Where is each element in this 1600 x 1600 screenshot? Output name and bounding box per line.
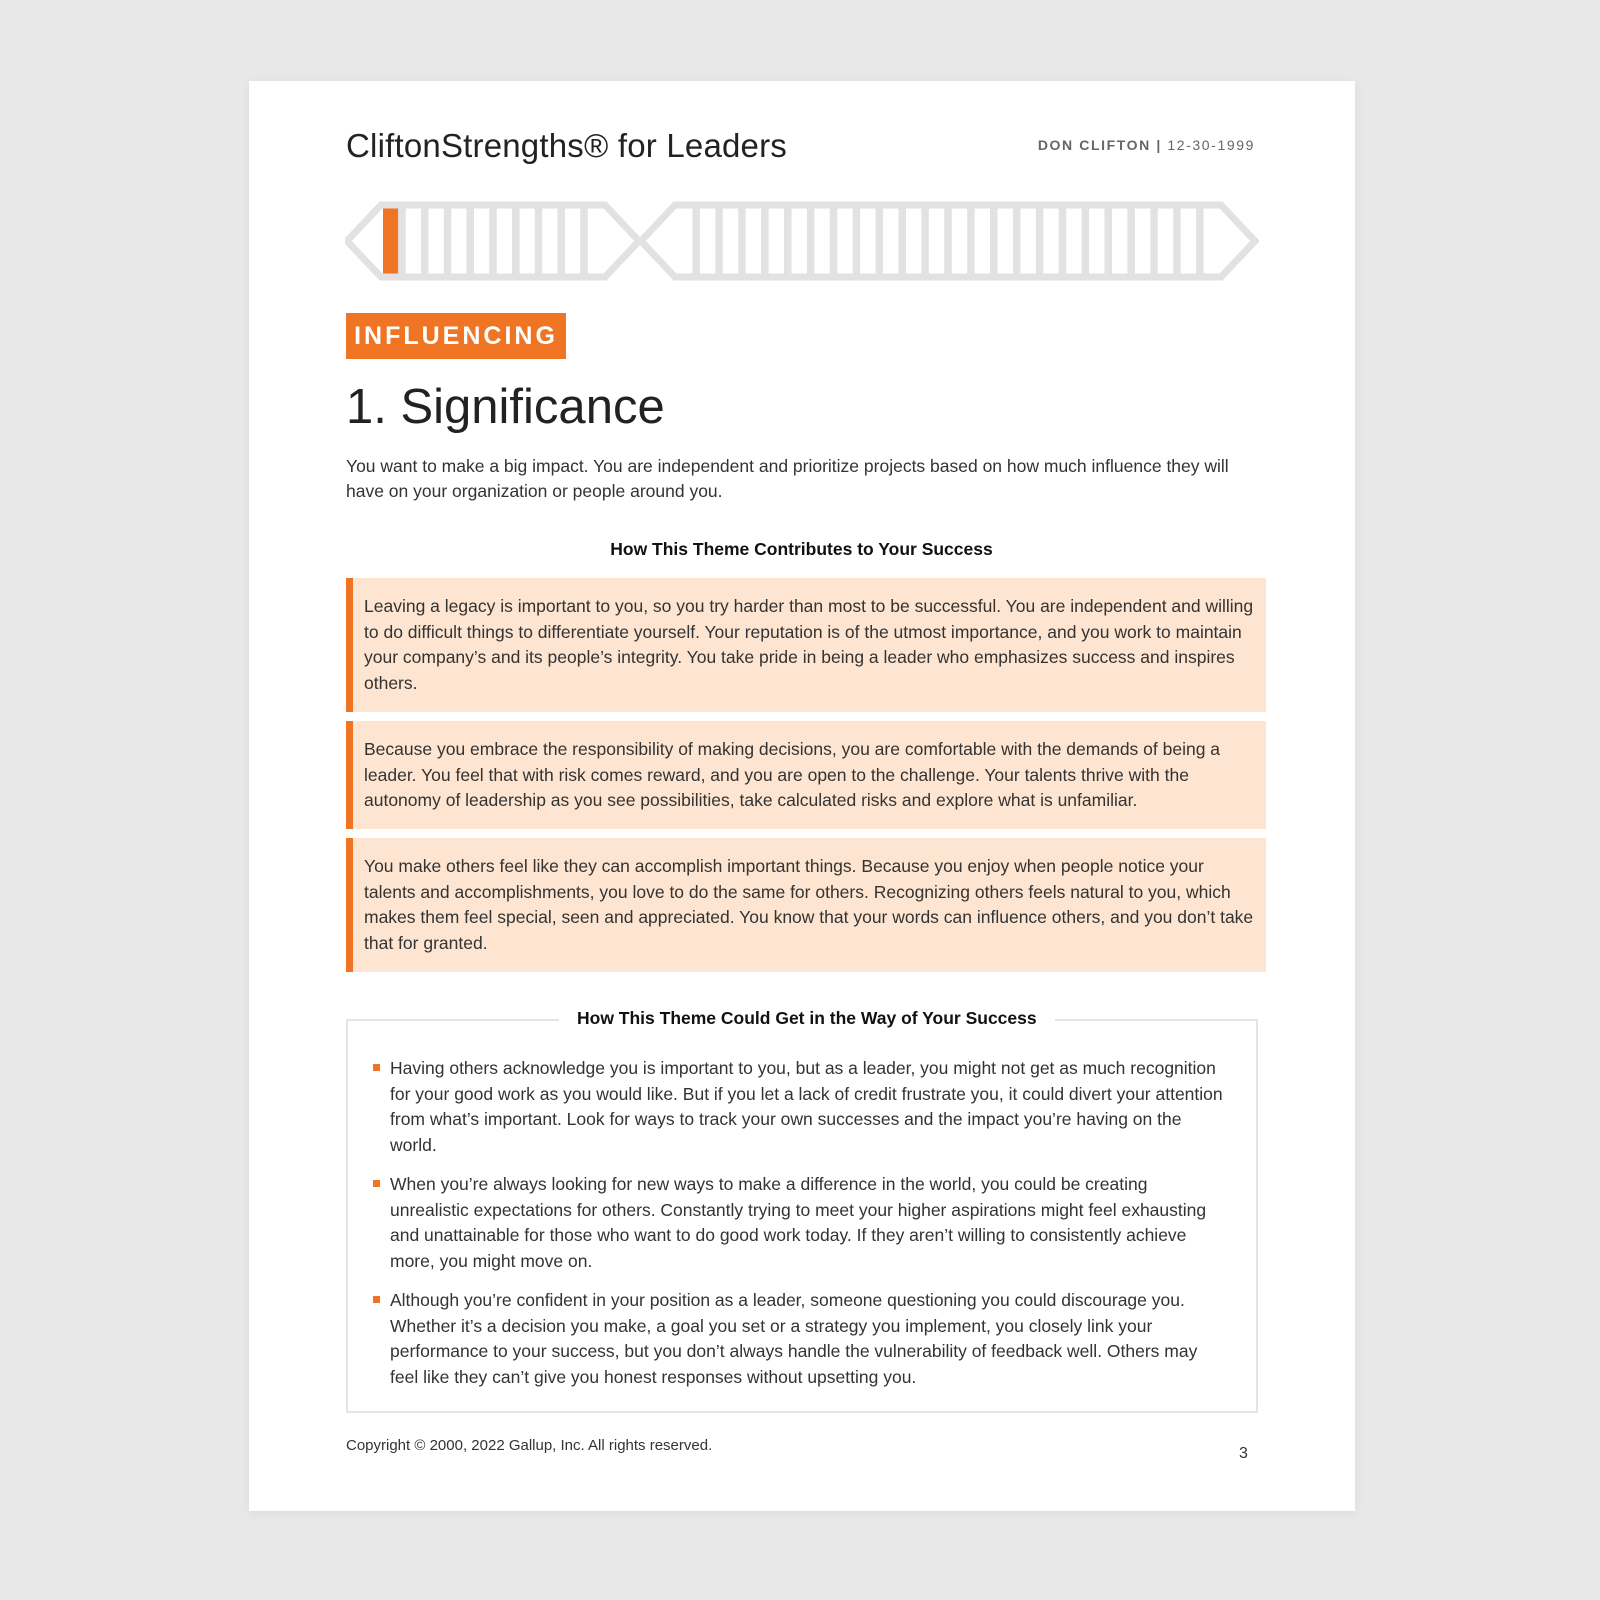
bar-segment [1043, 209, 1058, 274]
bar-divider [738, 205, 746, 277]
bullet-icon [373, 1296, 380, 1303]
bar-segment [406, 209, 421, 274]
bar-segment [588, 209, 603, 274]
bar-segment [723, 209, 738, 274]
bar-divider [535, 205, 543, 277]
bar-divider [830, 205, 838, 277]
bar-segment [906, 209, 921, 274]
bar-divider [807, 205, 815, 277]
bar-segment [1020, 209, 1035, 274]
bar-divider [1196, 205, 1204, 277]
bullet-icon [373, 1064, 380, 1071]
bar-divider [761, 205, 769, 277]
bar-divider [489, 205, 497, 277]
bar-divider [398, 205, 406, 277]
bar-divider [990, 205, 998, 277]
report-page [249, 81, 1355, 1511]
bar-divider [444, 205, 452, 277]
obstacles-heading: How This Theme Could Get in the Way of Your Success [559, 1008, 1055, 1029]
bar-segment [451, 209, 466, 274]
bar-segment [700, 209, 715, 274]
contribution-box: You make others feel like they can accomplish important things. Because you enjoy when people notice your talents and accomplishments, you love to do the same for others. Recognizing others feels natural to you, which makes them feel special, seen and appreciated. You know that your words can influence others, and you don’t take that for granted. [346, 838, 1266, 972]
bar-segment [1112, 209, 1127, 274]
bullet-icon [373, 1180, 380, 1187]
list-item [373, 1056, 1228, 1158]
bar-divider [944, 205, 952, 277]
bar-divider [876, 205, 884, 277]
bar-segment [791, 209, 806, 274]
bar-segment [860, 209, 875, 274]
obstacle-text: When you’re always looking for new ways to make a difference in the world, you could be creating unrealistic expectations for others. Constantly trying to meet your higher aspirations might feel exhausting and unattainable for those who want to do good work today. If they aren’t willing to consistently achieve more, you might move on. [390, 1174, 1207, 1271]
document-title: CliftonStrengths® for Leaders [346, 127, 788, 164]
bar-divider [1150, 205, 1158, 277]
report-date: 12-30-1999 [1167, 137, 1255, 153]
bar-segment [837, 209, 852, 274]
obstacle-text: Having others acknowledge you is important to you, but as a leader, you might not get as much recognition for your good work as you would like. But if you let a lack of credit frustrate you, it could divert your attention from what’s important. Look for ways to track your own successes and the impact you’re having on the world. [390, 1058, 1223, 1155]
domain-tag: INFLUENCING [346, 313, 566, 359]
bar-divider [1036, 205, 1044, 277]
bar-segment [929, 209, 944, 274]
bar-divider [692, 205, 700, 277]
bar-segment [474, 209, 489, 274]
contribution-box: Because you embrace the responsibility of making decisions, you are comfortable with the demands of being a leader. You feel that with risk comes reward, and you are open to the challenge. Your talents thrive with the autonomy of leadership as you see possibilities, take calculated risks and explore what is unfamiliar. [346, 721, 1266, 829]
bar-divider [512, 205, 520, 277]
bar-divider [467, 205, 475, 277]
bar-segment [565, 209, 580, 274]
bar-divider [421, 205, 429, 277]
bar-divider [558, 205, 566, 277]
bar-segment [769, 209, 784, 274]
bar-divider [1105, 205, 1113, 277]
bar-divider [967, 205, 975, 277]
bar-segment [1089, 209, 1104, 274]
bar-segment [677, 209, 692, 274]
bar-segment [883, 209, 898, 274]
bar-segment [1135, 209, 1150, 274]
bar-divider [898, 205, 906, 277]
bar-segment [1204, 209, 1219, 274]
bar-divider [1127, 205, 1135, 277]
list-item [373, 1288, 1228, 1390]
contributes-heading: How This Theme Contributes to Your Success [610, 539, 993, 559]
contribution-box: Leaving a legacy is important to you, so you try harder than most to be successful. You are independent and willing to do difficult things to differentiate yourself. Your reputation is of the utmost importance, and you work to maintain your company’s and its people’s integrity. You take pride in being a leader who emphasizes success and inspires others. [346, 578, 1266, 712]
meta-separator: | [1156, 137, 1162, 153]
bar-segment [1066, 209, 1081, 274]
bar-divider [784, 205, 792, 277]
strengths-rank-bar [345, 201, 1259, 281]
bar-segment [814, 209, 829, 274]
bar-divider [1173, 205, 1181, 277]
bar-segment [998, 209, 1013, 274]
bar-divider [580, 205, 588, 277]
page-number: 3 [1239, 1445, 1248, 1462]
bar-segment [497, 209, 512, 274]
bar-segment [975, 209, 990, 274]
bar-divider [1059, 205, 1067, 277]
copyright: Copyright © 2000, 2022 Gallup, Inc. All rights reserved. [346, 1437, 713, 1454]
bar-divider [1082, 205, 1090, 277]
bar-segment [952, 209, 967, 274]
theme-intro: You want to make a big impact. You are independent and prioritize projects based on how much influence they will have on your organization or people around you. [346, 456, 1229, 501]
bar-divider [853, 205, 861, 277]
bar-divider [1013, 205, 1021, 277]
obstacle-text: Although you’re confident in your position as a leader, someone questioning you could discourage you. Whether it’s a decision you make, a goal you set or a strategy you implement, you closely link your performance to your success, but you don’t always handle the vulnerability of feedback well. Others may feel like they can’t give you honest responses without upsetting you. [390, 1290, 1198, 1387]
theme-title: 1. Significance [346, 380, 665, 434]
bar-segment [520, 209, 535, 274]
owner-name: DON CLIFTON [1037, 137, 1151, 153]
bar-divider [921, 205, 929, 277]
bar-divider [715, 205, 723, 277]
bar-segment [746, 209, 761, 274]
bar-segment [1158, 209, 1173, 274]
obstacles-list [373, 1056, 1228, 1404]
bar-segment [1181, 209, 1196, 274]
bar-segment [542, 209, 557, 274]
report-owner-meta [1038, 137, 1255, 153]
list-item [373, 1172, 1228, 1274]
bar-segment [429, 209, 444, 274]
bar-segment [383, 209, 398, 274]
